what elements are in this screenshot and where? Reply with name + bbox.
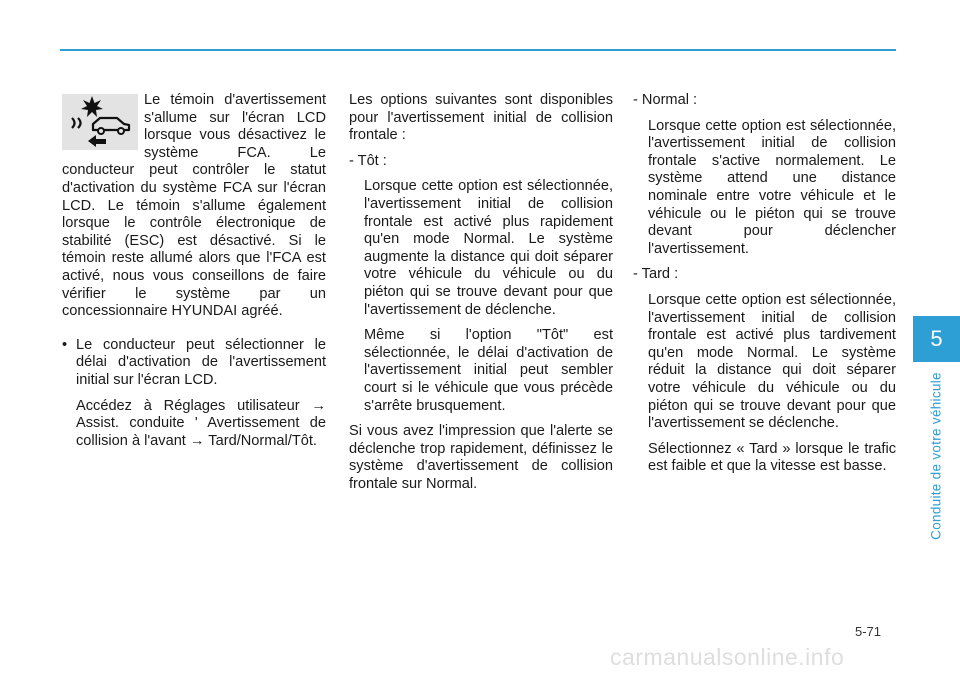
menu-path-text: Accédez à Réglages utilisateur → Assist. conduite ' Avertissement de collision à l'avant → Tard/Normal/Tôt.: [76, 397, 326, 449]
fca-warning-light-icon: [62, 94, 138, 150]
closing-text: Si vous avez l'impression que l'alerte se déclenche trop rapidement, définissez le système d'avertissement de collision frontale sur Normal.: [349, 423, 613, 492]
fca-intro-text: Le témoin d'avertissement s'allume sur l'écran LCD lorsque vous désactivez le système FCA. Le conducteur peut contrôler le statut d'activation du système FCA sur l'écran LCD. Le témoin s'allume également lorsque le contrôle électronique de stabilité (ESC) est désactivé. Si le témoin reste allumé alors que l'FCA est activé, nous vous conseillons de faire vérifier le système par un concessionnaire HYUNDAI agréé.: [62, 92, 326, 320]
bullet-mark: •: [62, 336, 68, 353]
column-1: [62, 92, 326, 450]
column-3: [633, 92, 896, 476]
option-late-label: - Tard :: [633, 266, 679, 283]
chapter-tab: 5: [913, 316, 960, 362]
option-late-note: Sélectionnez « Tard » lorsque le trafic est faible et que la vitesse est basse.: [648, 440, 896, 475]
chapter-title: Conduite de votre véhicule: [928, 372, 944, 540]
header-rule: [60, 49, 896, 51]
option-early-description: Lorsque cette option est sélectionnée, l'avertissement initial de collision frontale est activé plus rapidement qu'en mode Normal. Le système augmente la distance qui doit séparer votre véhicule du véhicule ou du piéton qui se trouve devant pour que l'avertissement de déclenche.: [364, 178, 613, 318]
watermark: carmanualsonline.info: [610, 644, 845, 670]
list-item: [62, 337, 326, 390]
column-2: [349, 92, 613, 493]
option-late-description: Lorsque cette option est sélectionnée, l'avertissement initial de collision frontale est activé plus tardivement qu'en mode Normal. Le système réduit la distance qui doit séparer votre véhicule du véhicule ou du piéton qui se trouve devant pour que l'avertissement se déclenche.: [648, 291, 896, 432]
option-early-label: - Tôt :: [349, 152, 387, 169]
options-intro: Les options suivantes sont disponibles pour l'avertissement initial de collision frontale :: [349, 92, 613, 144]
option-early-note: Même si l'option "Tôt" est sélectionnée, le délai d'activation de l'avertissement initial peut sembler court si le véhicule que vous précède s'arrête brusquement.: [364, 327, 613, 414]
page-number: 5-71: [855, 624, 882, 639]
option-normal-description: Lorsque cette option est sélectionnée, l'avertissement initial de collision frontale s'active normalement. Le système attend une distance nominale entre votre véhicule et le véhicule ou le piéton qui se trouve devant pour déclencher l'avertissement.: [648, 117, 896, 257]
option-normal-label: - Normal :: [633, 92, 698, 108]
bullet-text: Le conducteur peut sélectionner le délai d'activation de l'avertissement initial sur l'écran LCD.: [76, 336, 326, 388]
